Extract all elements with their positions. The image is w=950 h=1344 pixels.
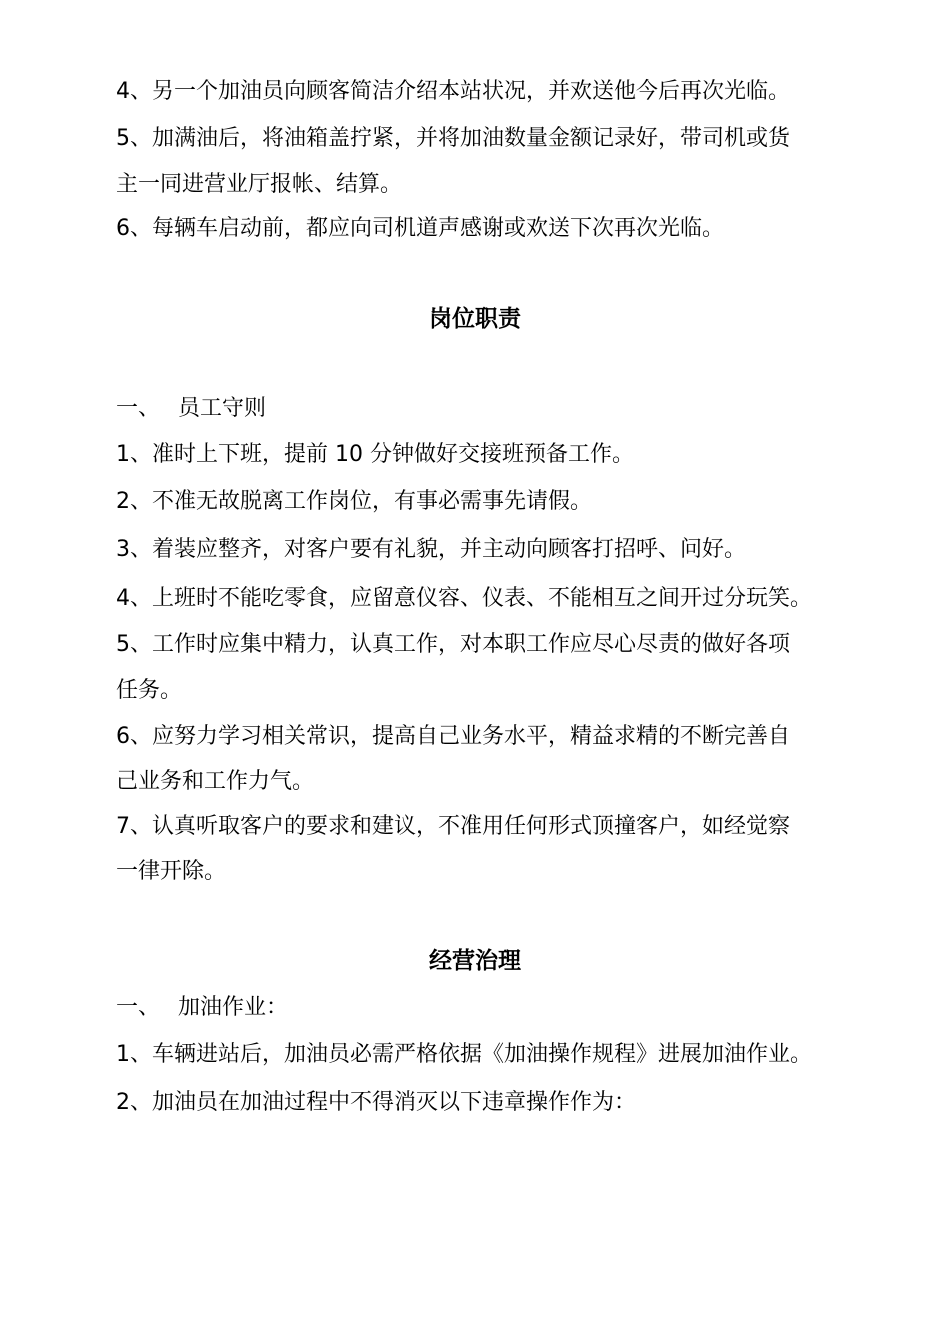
subsection-number: 一、: [116, 396, 161, 421]
text-line: 3、着装应整齐，对客户要有礼貌，并主动向顾客打招呼、问好。: [116, 537, 746, 562]
text-line: 1、准时上下班，提前 10 分钟做好交接班预备工作。: [116, 442, 634, 467]
subsection-title: 加油作业：: [178, 995, 289, 1020]
text-line: 5、加满油后，将油箱盖拧紧，并将加油数量金额记录好，带司机或货: [116, 126, 790, 151]
section-title: 经营治理: [429, 948, 521, 974]
subsection-heading: [116, 394, 266, 424]
subsection-heading: [116, 993, 288, 1023]
text-line: 2、不准无故脱离工作岗位，有事必需事先请假。: [116, 489, 592, 514]
text-line: 己业务和工作力气。: [116, 769, 315, 794]
text-line: 4、上班时不能吃零食，应留意仪容、仪表、不能相互之间开过分玩笑。: [116, 586, 812, 611]
text-line: 主一同进营业厅报帐、结算。: [116, 172, 403, 197]
subsection-number: 一、: [116, 995, 161, 1020]
text-line: 6、每辆车启动前，都应向司机道声感谢或欢送下次再次光临。: [116, 216, 724, 241]
text-line: 4、另一个加油员向顾客简洁介绍本站状况，并欢送他今后再次光临。: [116, 79, 790, 104]
text-line: 1、车辆进站后，加油员必需严格依据《加油操作规程》进展加油作业。: [116, 1042, 812, 1067]
text-line: 5、工作时应集中精力，认真工作，对本职工作应尽心尽责的做好各项: [116, 632, 790, 657]
text-line: 2、加油员在加油过程中不得消灭以下违章操作作为：: [116, 1090, 636, 1115]
text-line: 7、认真听取客户的要求和建议，不准用任何形式顶撞客户，如经觉察: [116, 814, 790, 839]
section-title: 岗位职责: [429, 306, 521, 332]
text-line: 6、应努力学习相关常识，提高自己业务水平，精益求精的不断完善自: [116, 724, 790, 749]
subsection-title: 员工守则: [178, 396, 267, 421]
text-line: 任务。: [116, 678, 183, 703]
text-line: 一律开除。: [116, 859, 227, 884]
